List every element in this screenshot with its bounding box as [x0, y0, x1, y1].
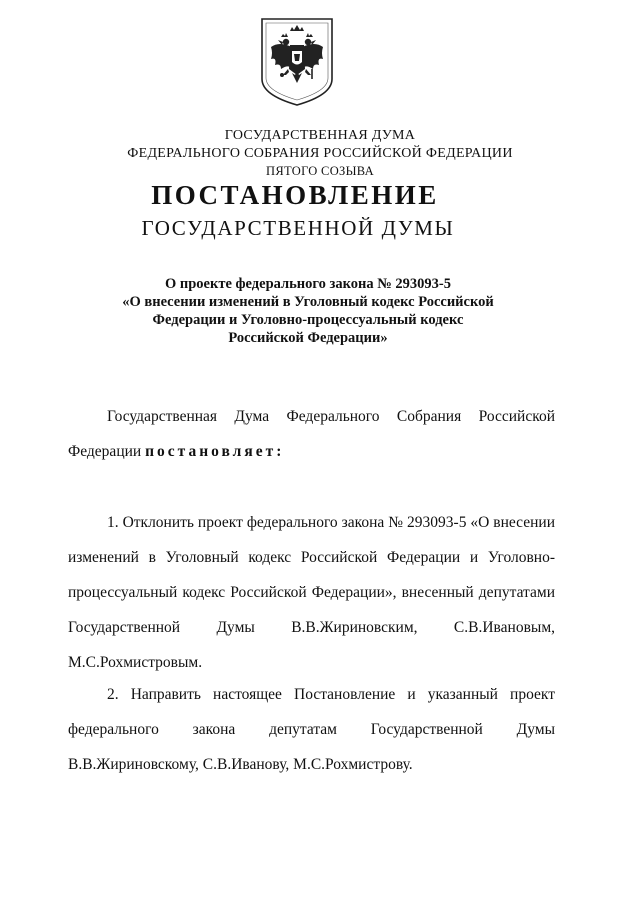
document-subtitle: ГОСУДАРСТВЕННОЙ ДУМЫ: [141, 216, 455, 240]
preamble-line: Государственная Дума Федерального Собрания Российской: [107, 408, 555, 425]
subject-line: О проекте федерального закона № 293093-5: [164, 276, 452, 292]
convocation: ПЯТОГО СОЗЫВА: [266, 164, 374, 178]
item2-line: 2. Направить настоящее Постановление и указанный проект: [107, 686, 555, 703]
item2-line: В.В.Жириновскому, С.В.Иванову, М.С.Рохмистрову.: [68, 756, 413, 773]
chamber-name: ГОСУДАРСТВЕННАЯ ДУМА: [224, 128, 416, 143]
subject-line: Российской Федерации»: [228, 330, 388, 346]
assembly-name: ФЕДЕРАЛЬНОГО СОБРАНИЯ РОССИЙСКОЙ ФЕДЕРАЦИИ: [127, 146, 513, 161]
item1-line: 1. Отклонить проект федерального закона № 293093-5 «О внесении: [107, 514, 555, 531]
preamble-prefix: Федерации: [68, 443, 146, 460]
preamble-line: [68, 443, 284, 461]
item1-line: изменений в Уголовный кодекс Российской Федерации и Уголовно-: [68, 549, 555, 566]
coat-of-arms-icon: [259, 17, 335, 107]
item1-line: процессуальный кодекс Российской Федерации», внесенный депутатами: [68, 584, 555, 601]
subject-line: «О внесении изменений в Уголовный кодекс Российской: [122, 294, 494, 310]
item1-line: М.С.Рохмистровым.: [68, 654, 203, 671]
item2-line: федерального закона депутатам Государственной Думы: [68, 721, 555, 738]
document-title: ПОСТАНОВЛЕНИЕ: [151, 180, 439, 210]
subject-line: Федерации и Уголовно-процессуальный кодекс: [152, 312, 464, 328]
item1-line: Государственной Думы В.В.Жириновским, С.В.Ивановым,: [68, 619, 555, 636]
resolves-keyword: постановляет:: [145, 443, 285, 460]
